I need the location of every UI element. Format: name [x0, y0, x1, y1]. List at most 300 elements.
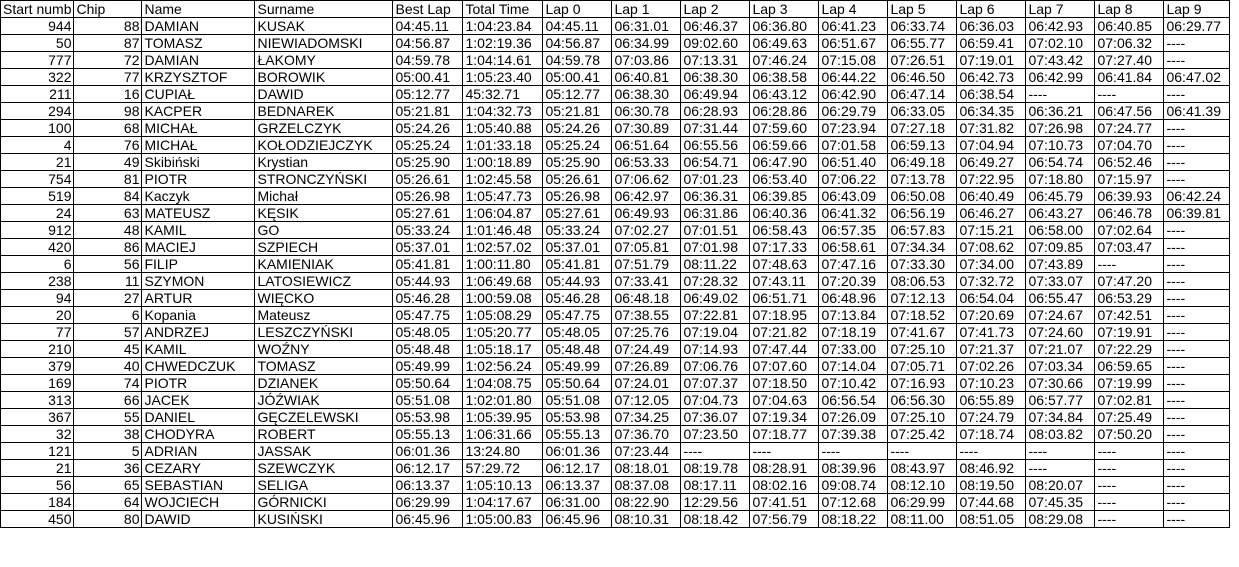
- cell-lap-2[interactable]: 07:01.98: [681, 239, 750, 256]
- cell-lap-5[interactable]: 07:34.34: [888, 239, 957, 256]
- cell-start-number[interactable]: 21: [1, 460, 74, 477]
- cell-lap-1[interactable]: 08:22.90: [612, 494, 681, 511]
- cell-lap-8[interactable]: 06:53.29: [1095, 290, 1164, 307]
- cell-lap-9[interactable]: ----: [1164, 307, 1230, 324]
- cell-lap-9[interactable]: ----: [1164, 120, 1230, 137]
- cell-lap-4[interactable]: 06:48.96: [819, 290, 888, 307]
- cell-best-lap[interactable]: 05:44.93: [393, 273, 463, 290]
- cell-lap-2[interactable]: 07:36.07: [681, 409, 750, 426]
- cell-name[interactable]: Kaczyk: [142, 188, 255, 205]
- cell-lap-0[interactable]: 05:48.48: [543, 341, 612, 358]
- cell-lap-6[interactable]: 07:32.72: [957, 273, 1026, 290]
- cell-lap-8[interactable]: 07:03.47: [1095, 239, 1164, 256]
- cell-surname[interactable]: TOMASZ: [255, 358, 393, 375]
- cell-lap-5[interactable]: 08:43.97: [888, 460, 957, 477]
- cell-lap-9[interactable]: ----: [1164, 443, 1230, 460]
- cell-lap-1[interactable]: 07:33.41: [612, 273, 681, 290]
- cell-lap-0[interactable]: 06:01.36: [543, 443, 612, 460]
- cell-best-lap[interactable]: 05:48.48: [393, 341, 463, 358]
- cell-surname[interactable]: SZPIECH: [255, 239, 393, 256]
- cell-lap-2[interactable]: 12:29.56: [681, 494, 750, 511]
- cell-lap-7[interactable]: 07:30.66: [1026, 375, 1095, 392]
- cell-lap-2[interactable]: 07:01.23: [681, 171, 750, 188]
- cell-best-lap[interactable]: 05:27.61: [393, 205, 463, 222]
- cell-chip[interactable]: 72: [74, 52, 142, 69]
- cell-lap-0[interactable]: 05:48.05: [543, 324, 612, 341]
- cell-total-time[interactable]: 1:00:59.08: [463, 290, 543, 307]
- cell-lap-9[interactable]: ----: [1164, 494, 1230, 511]
- cell-chip[interactable]: 77: [74, 69, 142, 86]
- cell-lap-8[interactable]: ----: [1095, 460, 1164, 477]
- cell-lap-8[interactable]: 07:02.81: [1095, 392, 1164, 409]
- cell-lap-4[interactable]: 07:18.19: [819, 324, 888, 341]
- cell-lap-7[interactable]: 07:03.34: [1026, 358, 1095, 375]
- cell-total-time[interactable]: 1:05:23.40: [463, 69, 543, 86]
- header-surname[interactable]: Surname: [255, 1, 393, 18]
- cell-start-number[interactable]: 94: [1, 290, 74, 307]
- cell-name[interactable]: MATEUSZ: [142, 205, 255, 222]
- cell-lap-5[interactable]: 08:12.10: [888, 477, 957, 494]
- cell-start-number[interactable]: 450: [1, 511, 74, 528]
- cell-chip[interactable]: 48: [74, 222, 142, 239]
- cell-lap-8[interactable]: 07:50.20: [1095, 426, 1164, 443]
- cell-lap-4[interactable]: 07:33.00: [819, 341, 888, 358]
- cell-start-number[interactable]: 322: [1, 69, 74, 86]
- cell-start-number[interactable]: 77: [1, 324, 74, 341]
- cell-best-lap[interactable]: 05:41.81: [393, 256, 463, 273]
- cell-lap-7[interactable]: 08:03.82: [1026, 426, 1095, 443]
- header-start-number[interactable]: Start numb: [1, 1, 74, 18]
- cell-lap-6[interactable]: 06:54.04: [957, 290, 1026, 307]
- cell-lap-3[interactable]: 07:21.82: [750, 324, 819, 341]
- header-lap-1[interactable]: Lap 1: [612, 1, 681, 18]
- cell-lap-4[interactable]: 07:39.38: [819, 426, 888, 443]
- cell-surname[interactable]: Michał: [255, 188, 393, 205]
- cell-lap-9[interactable]: ----: [1164, 511, 1230, 528]
- cell-lap-1[interactable]: 07:05.81: [612, 239, 681, 256]
- cell-lap-7[interactable]: 07:33.07: [1026, 273, 1095, 290]
- cell-lap-0[interactable]: 05:51.08: [543, 392, 612, 409]
- header-chip[interactable]: Chip: [74, 1, 142, 18]
- cell-lap-1[interactable]: 06:51.64: [612, 137, 681, 154]
- cell-lap-2[interactable]: 07:14.93: [681, 341, 750, 358]
- cell-best-lap[interactable]: 05:12.77: [393, 86, 463, 103]
- cell-lap-1[interactable]: 08:37.08: [612, 477, 681, 494]
- cell-lap-2[interactable]: 07:31.44: [681, 120, 750, 137]
- cell-lap-0[interactable]: 05:47.75: [543, 307, 612, 324]
- cell-lap-1[interactable]: 06:34.99: [612, 35, 681, 52]
- cell-lap-0[interactable]: 05:26.98: [543, 188, 612, 205]
- cell-lap-9[interactable]: 06:47.02: [1164, 69, 1230, 86]
- cell-lap-8[interactable]: 07:06.32: [1095, 35, 1164, 52]
- cell-lap-7[interactable]: 06:36.21: [1026, 103, 1095, 120]
- cell-total-time[interactable]: 1:05:40.88: [463, 120, 543, 137]
- cell-lap-3[interactable]: 06:28.86: [750, 103, 819, 120]
- cell-lap-2[interactable]: 07:13.31: [681, 52, 750, 69]
- cell-start-number[interactable]: 56: [1, 477, 74, 494]
- cell-start-number[interactable]: 379: [1, 358, 74, 375]
- cell-lap-9[interactable]: ----: [1164, 137, 1230, 154]
- cell-lap-6[interactable]: 07:08.62: [957, 239, 1026, 256]
- cell-lap-3[interactable]: 07:18.50: [750, 375, 819, 392]
- cell-lap-1[interactable]: 07:23.44: [612, 443, 681, 460]
- cell-lap-8[interactable]: 06:59.65: [1095, 358, 1164, 375]
- cell-total-time[interactable]: 1:06:31.66: [463, 426, 543, 443]
- cell-best-lap[interactable]: 05:26.98: [393, 188, 463, 205]
- cell-lap-4[interactable]: 07:15.08: [819, 52, 888, 69]
- cell-lap-9[interactable]: ----: [1164, 409, 1230, 426]
- cell-name[interactable]: CUPIAŁ: [142, 86, 255, 103]
- cell-lap-2[interactable]: 07:07.37: [681, 375, 750, 392]
- cell-lap-6[interactable]: 06:42.73: [957, 69, 1026, 86]
- header-lap-8[interactable]: Lap 8: [1095, 1, 1164, 18]
- cell-total-time[interactable]: 1:04:08.75: [463, 375, 543, 392]
- cell-lap-4[interactable]: 06:29.79: [819, 103, 888, 120]
- cell-best-lap[interactable]: 06:01.36: [393, 443, 463, 460]
- cell-surname[interactable]: SELIGA: [255, 477, 393, 494]
- cell-lap-2[interactable]: ----: [681, 443, 750, 460]
- cell-chip[interactable]: 65: [74, 477, 142, 494]
- cell-lap-4[interactable]: 07:26.09: [819, 409, 888, 426]
- cell-lap-4[interactable]: 07:06.22: [819, 171, 888, 188]
- cell-lap-9[interactable]: 06:41.39: [1164, 103, 1230, 120]
- cell-name[interactable]: KACPER: [142, 103, 255, 120]
- cell-lap-1[interactable]: 06:31.01: [612, 18, 681, 35]
- cell-start-number[interactable]: 6: [1, 256, 74, 273]
- cell-lap-4[interactable]: 07:20.39: [819, 273, 888, 290]
- cell-lap-5[interactable]: 06:46.50: [888, 69, 957, 86]
- cell-start-number[interactable]: 777: [1, 52, 74, 69]
- cell-name[interactable]: SZYMON: [142, 273, 255, 290]
- cell-chip[interactable]: 81: [74, 171, 142, 188]
- cell-chip[interactable]: 63: [74, 205, 142, 222]
- cell-lap-7[interactable]: 07:02.10: [1026, 35, 1095, 52]
- cell-lap-8[interactable]: 06:39.93: [1095, 188, 1164, 205]
- cell-lap-7[interactable]: 07:24.60: [1026, 324, 1095, 341]
- cell-lap-0[interactable]: 05:25.24: [543, 137, 612, 154]
- cell-lap-1[interactable]: 08:10.31: [612, 511, 681, 528]
- cell-lap-2[interactable]: 07:23.50: [681, 426, 750, 443]
- cell-lap-7[interactable]: 06:54.74: [1026, 154, 1095, 171]
- cell-lap-5[interactable]: 06:29.99: [888, 494, 957, 511]
- cell-surname[interactable]: Krystian: [255, 154, 393, 171]
- cell-start-number[interactable]: 21: [1, 154, 74, 171]
- cell-chip[interactable]: 16: [74, 86, 142, 103]
- cell-lap-0[interactable]: 05:27.61: [543, 205, 612, 222]
- cell-lap-7[interactable]: 08:29.08: [1026, 511, 1095, 528]
- cell-lap-5[interactable]: 07:25.10: [888, 409, 957, 426]
- cell-lap-3[interactable]: 07:41.51: [750, 494, 819, 511]
- cell-name[interactable]: MICHAŁ: [142, 120, 255, 137]
- cell-lap-5[interactable]: 07:12.13: [888, 290, 957, 307]
- cell-start-number[interactable]: 100: [1, 120, 74, 137]
- cell-chip[interactable]: 6: [74, 307, 142, 324]
- cell-lap-7[interactable]: 07:26.98: [1026, 120, 1095, 137]
- cell-chip[interactable]: 55: [74, 409, 142, 426]
- cell-lap-2[interactable]: 07:01.51: [681, 222, 750, 239]
- cell-start-number[interactable]: 294: [1, 103, 74, 120]
- cell-total-time[interactable]: 1:04:23.84: [463, 18, 543, 35]
- cell-lap-0[interactable]: 05:21.81: [543, 103, 612, 120]
- cell-lap-5[interactable]: 06:56.30: [888, 392, 957, 409]
- cell-lap-1[interactable]: 07:12.05: [612, 392, 681, 409]
- cell-lap-0[interactable]: 05:24.26: [543, 120, 612, 137]
- cell-lap-2[interactable]: 08:17.11: [681, 477, 750, 494]
- cell-lap-6[interactable]: 07:18.74: [957, 426, 1026, 443]
- cell-best-lap[interactable]: 05:25.90: [393, 154, 463, 171]
- cell-lap-8[interactable]: 07:19.99: [1095, 375, 1164, 392]
- cell-lap-5[interactable]: 07:41.67: [888, 324, 957, 341]
- cell-lap-1[interactable]: 07:24.01: [612, 375, 681, 392]
- cell-lap-1[interactable]: 07:34.25: [612, 409, 681, 426]
- cell-lap-4[interactable]: 06:41.23: [819, 18, 888, 35]
- cell-lap-5[interactable]: 06:56.19: [888, 205, 957, 222]
- cell-name[interactable]: JACEK: [142, 392, 255, 409]
- cell-lap-1[interactable]: 07:38.55: [612, 307, 681, 324]
- cell-chip[interactable]: 5: [74, 443, 142, 460]
- cell-lap-4[interactable]: 06:51.67: [819, 35, 888, 52]
- cell-lap-6[interactable]: 07:02.26: [957, 358, 1026, 375]
- cell-lap-3[interactable]: 06:38.58: [750, 69, 819, 86]
- cell-start-number[interactable]: 944: [1, 18, 74, 35]
- cell-surname[interactable]: Mateusz: [255, 307, 393, 324]
- cell-lap-1[interactable]: 07:25.76: [612, 324, 681, 341]
- cell-surname[interactable]: DAWID: [255, 86, 393, 103]
- cell-lap-5[interactable]: 06:59.13: [888, 137, 957, 154]
- cell-chip[interactable]: 88: [74, 18, 142, 35]
- cell-lap-1[interactable]: 06:42.97: [612, 188, 681, 205]
- cell-name[interactable]: TOMASZ: [142, 35, 255, 52]
- cell-lap-6[interactable]: 06:34.35: [957, 103, 1026, 120]
- cell-lap-9[interactable]: ----: [1164, 273, 1230, 290]
- cell-lap-7[interactable]: 07:21.07: [1026, 341, 1095, 358]
- cell-lap-6[interactable]: 07:04.94: [957, 137, 1026, 154]
- cell-lap-8[interactable]: 07:22.29: [1095, 341, 1164, 358]
- cell-lap-5[interactable]: 08:11.00: [888, 511, 957, 528]
- cell-name[interactable]: WOJCIECH: [142, 494, 255, 511]
- cell-lap-7[interactable]: 07:43.42: [1026, 52, 1095, 69]
- cell-surname[interactable]: SZEWCZYK: [255, 460, 393, 477]
- cell-lap-2[interactable]: 06:46.37: [681, 18, 750, 35]
- cell-chip[interactable]: 68: [74, 120, 142, 137]
- cell-lap-6[interactable]: 07:44.68: [957, 494, 1026, 511]
- cell-lap-9[interactable]: ----: [1164, 426, 1230, 443]
- cell-lap-7[interactable]: 07:43.89: [1026, 256, 1095, 273]
- cell-lap-9[interactable]: 06:39.81: [1164, 205, 1230, 222]
- header-lap-3[interactable]: Lap 3: [750, 1, 819, 18]
- cell-lap-8[interactable]: 06:40.85: [1095, 18, 1164, 35]
- cell-lap-7[interactable]: 07:34.84: [1026, 409, 1095, 426]
- cell-name[interactable]: ANDRZEJ: [142, 324, 255, 341]
- cell-best-lap[interactable]: 05:50.64: [393, 375, 463, 392]
- cell-start-number[interactable]: 210: [1, 341, 74, 358]
- cell-lap-5[interactable]: 07:27.18: [888, 120, 957, 137]
- cell-surname[interactable]: NIEWIADOMSKI: [255, 35, 393, 52]
- cell-best-lap[interactable]: 04:45.11: [393, 18, 463, 35]
- cell-lap-1[interactable]: 06:53.33: [612, 154, 681, 171]
- cell-best-lap[interactable]: 05:00.41: [393, 69, 463, 86]
- cell-surname[interactable]: KĘSIK: [255, 205, 393, 222]
- cell-lap-1[interactable]: 07:30.89: [612, 120, 681, 137]
- cell-lap-4[interactable]: 06:42.90: [819, 86, 888, 103]
- cell-lap-0[interactable]: 06:45.96: [543, 511, 612, 528]
- cell-lap-0[interactable]: 05:37.01: [543, 239, 612, 256]
- cell-lap-5[interactable]: 06:33.05: [888, 103, 957, 120]
- cell-best-lap[interactable]: 05:55.13: [393, 426, 463, 443]
- cell-lap-3[interactable]: 06:49.63: [750, 35, 819, 52]
- cell-lap-7[interactable]: ----: [1026, 443, 1095, 460]
- cell-best-lap[interactable]: 05:46.28: [393, 290, 463, 307]
- cell-lap-4[interactable]: 07:14.04: [819, 358, 888, 375]
- cell-lap-3[interactable]: 06:53.40: [750, 171, 819, 188]
- cell-lap-6[interactable]: 06:46.27: [957, 205, 1026, 222]
- cell-lap-9[interactable]: ----: [1164, 239, 1230, 256]
- cell-lap-6[interactable]: 07:20.69: [957, 307, 1026, 324]
- cell-best-lap[interactable]: 04:59.78: [393, 52, 463, 69]
- cell-chip[interactable]: 76: [74, 137, 142, 154]
- cell-lap-0[interactable]: 06:13.37: [543, 477, 612, 494]
- cell-lap-3[interactable]: 07:17.33: [750, 239, 819, 256]
- cell-lap-1[interactable]: 07:06.62: [612, 171, 681, 188]
- cell-lap-9[interactable]: ----: [1164, 35, 1230, 52]
- cell-best-lap[interactable]: 05:37.01: [393, 239, 463, 256]
- cell-lap-9[interactable]: ----: [1164, 358, 1230, 375]
- cell-lap-1[interactable]: 07:03.86: [612, 52, 681, 69]
- cell-best-lap[interactable]: 05:47.75: [393, 307, 463, 324]
- header-lap-6[interactable]: Lap 6: [957, 1, 1026, 18]
- cell-lap-8[interactable]: 06:41.84: [1095, 69, 1164, 86]
- cell-best-lap[interactable]: 05:21.81: [393, 103, 463, 120]
- cell-lap-8[interactable]: 06:47.56: [1095, 103, 1164, 120]
- cell-total-time[interactable]: 1:05:47.73: [463, 188, 543, 205]
- header-best-lap[interactable]: Best Lap: [393, 1, 463, 18]
- cell-lap-6[interactable]: 06:55.89: [957, 392, 1026, 409]
- cell-lap-5[interactable]: 06:49.18: [888, 154, 957, 171]
- cell-surname[interactable]: JÓŹWIAK: [255, 392, 393, 409]
- cell-lap-2[interactable]: 08:11.22: [681, 256, 750, 273]
- cell-name[interactable]: CHWEDCZUK: [142, 358, 255, 375]
- cell-lap-3[interactable]: 07:18.77: [750, 426, 819, 443]
- cell-total-time[interactable]: 1:04:17.67: [463, 494, 543, 511]
- cell-surname[interactable]: GRZELCZYK: [255, 120, 393, 137]
- cell-name[interactable]: Kopania: [142, 307, 255, 324]
- cell-lap-1[interactable]: 08:18.01: [612, 460, 681, 477]
- cell-surname[interactable]: BOROWIK: [255, 69, 393, 86]
- cell-name[interactable]: KAMIL: [142, 222, 255, 239]
- cell-lap-8[interactable]: 07:15.97: [1095, 171, 1164, 188]
- cell-best-lap[interactable]: 05:53.98: [393, 409, 463, 426]
- cell-lap-2[interactable]: 06:38.30: [681, 69, 750, 86]
- cell-lap-7[interactable]: 06:57.77: [1026, 392, 1095, 409]
- cell-lap-8[interactable]: ----: [1095, 86, 1164, 103]
- cell-lap-4[interactable]: 07:13.84: [819, 307, 888, 324]
- cell-lap-3[interactable]: 07:56.79: [750, 511, 819, 528]
- cell-lap-6[interactable]: 07:22.95: [957, 171, 1026, 188]
- cell-start-number[interactable]: 912: [1, 222, 74, 239]
- cell-lap-5[interactable]: 07:05.71: [888, 358, 957, 375]
- cell-start-number[interactable]: 313: [1, 392, 74, 409]
- cell-surname[interactable]: ROBERT: [255, 426, 393, 443]
- cell-lap-9[interactable]: ----: [1164, 341, 1230, 358]
- cell-name[interactable]: MACIEJ: [142, 239, 255, 256]
- cell-lap-4[interactable]: 08:39.96: [819, 460, 888, 477]
- cell-total-time[interactable]: 1:05:00.83: [463, 511, 543, 528]
- cell-total-time[interactable]: 1:06:04.87: [463, 205, 543, 222]
- cell-surname[interactable]: BEDNAREK: [255, 103, 393, 120]
- cell-lap-3[interactable]: 07:43.11: [750, 273, 819, 290]
- cell-chip[interactable]: 45: [74, 341, 142, 358]
- cell-total-time[interactable]: 1:05:10.13: [463, 477, 543, 494]
- cell-total-time[interactable]: 1:00:18.89: [463, 154, 543, 171]
- cell-lap-3[interactable]: 06:39.85: [750, 188, 819, 205]
- cell-total-time[interactable]: 1:05:08.29: [463, 307, 543, 324]
- cell-lap-0[interactable]: 05:50.64: [543, 375, 612, 392]
- cell-lap-9[interactable]: ----: [1164, 222, 1230, 239]
- cell-lap-6[interactable]: 07:31.82: [957, 120, 1026, 137]
- cell-lap-2[interactable]: 06:55.56: [681, 137, 750, 154]
- cell-lap-4[interactable]: 09:08.74: [819, 477, 888, 494]
- cell-lap-8[interactable]: ----: [1095, 494, 1164, 511]
- cell-name[interactable]: CHODYRA: [142, 426, 255, 443]
- cell-total-time[interactable]: 1:04:32.73: [463, 103, 543, 120]
- cell-lap-2[interactable]: 09:02.60: [681, 35, 750, 52]
- cell-surname[interactable]: LATOSIEWICZ: [255, 273, 393, 290]
- cell-lap-7[interactable]: 06:42.99: [1026, 69, 1095, 86]
- cell-total-time[interactable]: 1:01:46.48: [463, 222, 543, 239]
- cell-lap-5[interactable]: 07:25.10: [888, 341, 957, 358]
- cell-lap-7[interactable]: 07:24.67: [1026, 307, 1095, 324]
- cell-lap-4[interactable]: 06:57.35: [819, 222, 888, 239]
- cell-lap-1[interactable]: 07:26.89: [612, 358, 681, 375]
- cell-best-lap[interactable]: 04:56.87: [393, 35, 463, 52]
- cell-best-lap[interactable]: 05:33.24: [393, 222, 463, 239]
- cell-lap-0[interactable]: 04:59.78: [543, 52, 612, 69]
- cell-lap-8[interactable]: ----: [1095, 477, 1164, 494]
- cell-lap-3[interactable]: 07:46.24: [750, 52, 819, 69]
- cell-lap-5[interactable]: 06:57.83: [888, 222, 957, 239]
- cell-lap-7[interactable]: 07:09.85: [1026, 239, 1095, 256]
- cell-chip[interactable]: 49: [74, 154, 142, 171]
- cell-surname[interactable]: ŁAKOMY: [255, 52, 393, 69]
- cell-lap-2[interactable]: 06:31.86: [681, 205, 750, 222]
- cell-lap-2[interactable]: 07:22.81: [681, 307, 750, 324]
- cell-lap-7[interactable]: 06:42.93: [1026, 18, 1095, 35]
- cell-lap-4[interactable]: 07:12.68: [819, 494, 888, 511]
- cell-name[interactable]: DAWID: [142, 511, 255, 528]
- cell-lap-1[interactable]: 06:49.93: [612, 205, 681, 222]
- cell-lap-9[interactable]: ----: [1164, 52, 1230, 69]
- header-name[interactable]: Name: [142, 1, 255, 18]
- header-lap-4[interactable]: Lap 4: [819, 1, 888, 18]
- cell-lap-5[interactable]: 06:50.08: [888, 188, 957, 205]
- cell-lap-4[interactable]: ----: [819, 443, 888, 460]
- cell-total-time[interactable]: 1:05:18.17: [463, 341, 543, 358]
- cell-chip[interactable]: 27: [74, 290, 142, 307]
- cell-lap-3[interactable]: 06:58.43: [750, 222, 819, 239]
- cell-name[interactable]: PIOTR: [142, 171, 255, 188]
- cell-lap-3[interactable]: 06:47.90: [750, 154, 819, 171]
- cell-lap-1[interactable]: 07:36.70: [612, 426, 681, 443]
- cell-total-time[interactable]: 1:01:33.18: [463, 137, 543, 154]
- cell-lap-0[interactable]: 04:56.87: [543, 35, 612, 52]
- cell-lap-5[interactable]: 07:26.51: [888, 52, 957, 69]
- cell-chip[interactable]: 66: [74, 392, 142, 409]
- cell-lap-2[interactable]: 06:54.71: [681, 154, 750, 171]
- cell-name[interactable]: FILIP: [142, 256, 255, 273]
- cell-start-number[interactable]: 519: [1, 188, 74, 205]
- cell-lap-5[interactable]: 06:33.74: [888, 18, 957, 35]
- cell-name[interactable]: DANIEL: [142, 409, 255, 426]
